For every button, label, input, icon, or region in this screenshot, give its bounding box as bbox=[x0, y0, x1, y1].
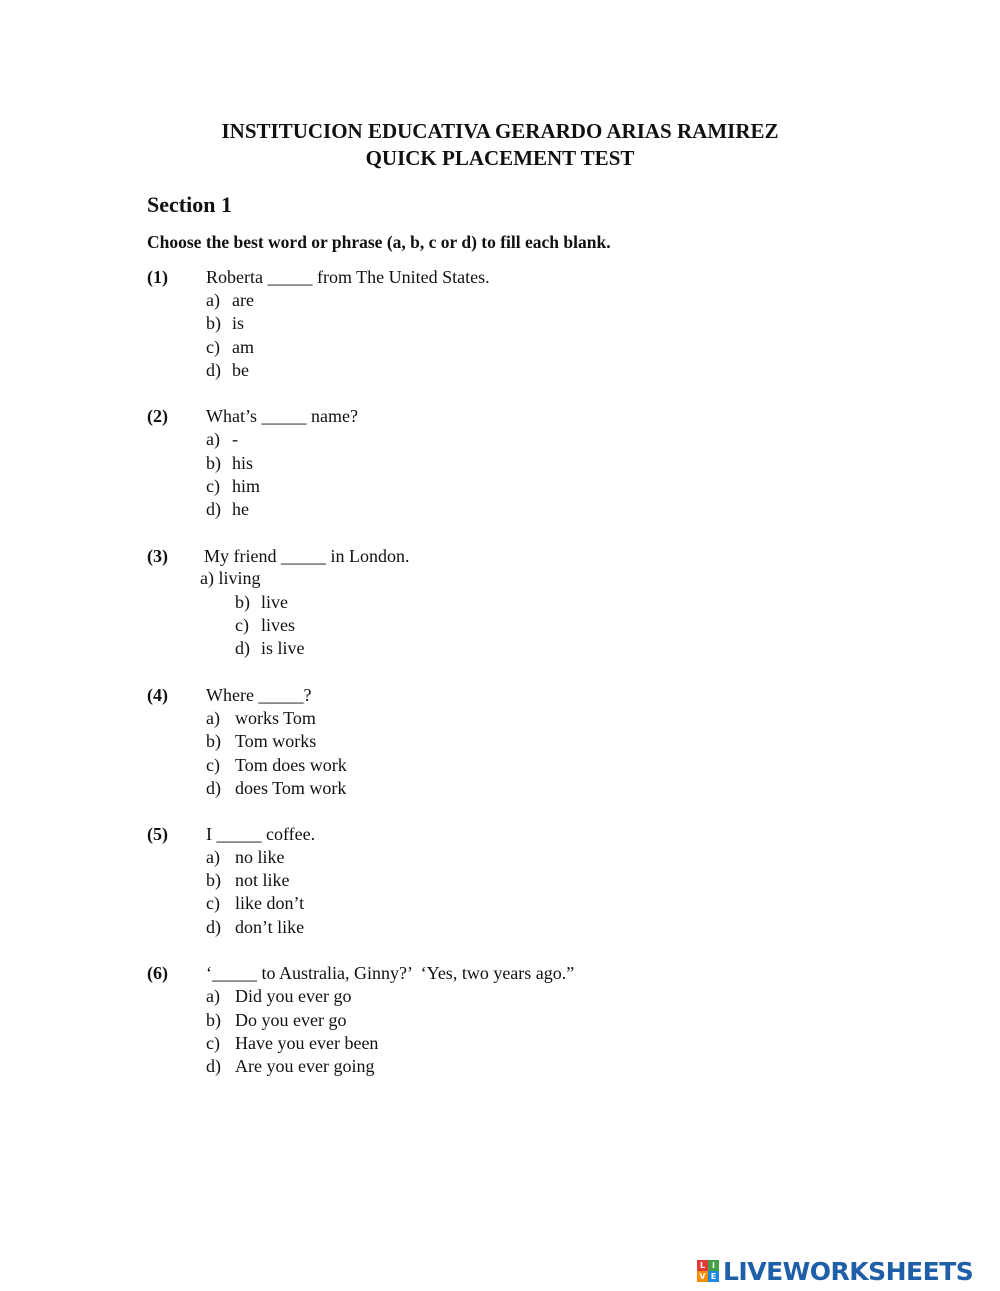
question-stem: I _____ coffee. bbox=[206, 824, 316, 844]
question-stem: What’s _____ name? bbox=[206, 406, 358, 426]
option-c[interactable]: c) am bbox=[206, 337, 254, 357]
option-b[interactable]: b) his bbox=[206, 453, 254, 473]
option-d[interactable]: d) he bbox=[206, 499, 249, 519]
option-d[interactable]: d) Are you ever going bbox=[206, 1056, 375, 1076]
test-title: QUICK PLACEMENT TEST bbox=[365, 146, 635, 170]
option-c[interactable]: c) like don’t bbox=[206, 893, 305, 913]
liveworksheets-logo[interactable] bbox=[697, 1255, 973, 1287]
option-b[interactable]: b) Do you ever go bbox=[206, 1010, 347, 1030]
question-stem: My friend _____ in London. bbox=[204, 546, 410, 566]
option-d[interactable]: d) don’t like bbox=[206, 917, 305, 937]
logo-mark-letter: E bbox=[708, 1271, 719, 1282]
option-a[interactable]: a) - bbox=[206, 429, 238, 449]
question-number: (3) bbox=[147, 546, 168, 566]
live-logo-icon bbox=[697, 1260, 719, 1282]
question-number: (6) bbox=[147, 963, 168, 983]
option-c[interactable]: c) him bbox=[206, 476, 261, 496]
option-d[interactable]: d) be bbox=[206, 360, 249, 380]
instructions: Choose the best word or phrase (a, b, c or d) to fill each blank. bbox=[147, 232, 611, 252]
option-b[interactable]: b) is bbox=[206, 313, 245, 333]
question-number: (4) bbox=[147, 685, 168, 705]
option-c[interactable]: c) Tom does work bbox=[206, 755, 347, 775]
school-name: INSTITUCION EDUCATIVA GERARDO ARIAS RAMIREZ bbox=[221, 119, 779, 143]
logo-mark-letter: L bbox=[697, 1260, 708, 1271]
option-d[interactable]: d) does Tom work bbox=[206, 778, 347, 798]
option-b[interactable]: b) not like bbox=[206, 870, 290, 890]
option-a[interactable]: a) Did you ever go bbox=[206, 986, 352, 1006]
option-a[interactable]: a) works Tom bbox=[206, 708, 316, 728]
question-stem: Roberta _____ from The United States. bbox=[206, 267, 490, 287]
option-a[interactable]: a) living bbox=[200, 568, 261, 588]
option-b[interactable]: b) live bbox=[235, 592, 288, 612]
question-number: (2) bbox=[147, 406, 168, 426]
question-number: (1) bbox=[147, 267, 168, 287]
option-c[interactable]: c) lives bbox=[235, 615, 295, 635]
question-number: (5) bbox=[147, 824, 168, 844]
section-title: Section 1 bbox=[147, 192, 232, 217]
option-a[interactable]: a) no like bbox=[206, 847, 285, 867]
logo-text: LIVEWORKSHEETS bbox=[723, 1256, 974, 1286]
option-b[interactable]: b) Tom works bbox=[206, 731, 317, 751]
option-d[interactable]: d) is live bbox=[235, 638, 305, 658]
question-stem: ‘_____ to Australia, Ginny?’ ‘Yes, two years ago.” bbox=[206, 963, 575, 983]
option-a[interactable]: a) are bbox=[206, 290, 254, 310]
logo-mark-letter: V bbox=[697, 1271, 708, 1282]
logo-mark-letter: I bbox=[708, 1260, 719, 1271]
option-c[interactable]: c) Have you ever been bbox=[206, 1033, 379, 1053]
question-stem: Where _____? bbox=[206, 685, 312, 705]
